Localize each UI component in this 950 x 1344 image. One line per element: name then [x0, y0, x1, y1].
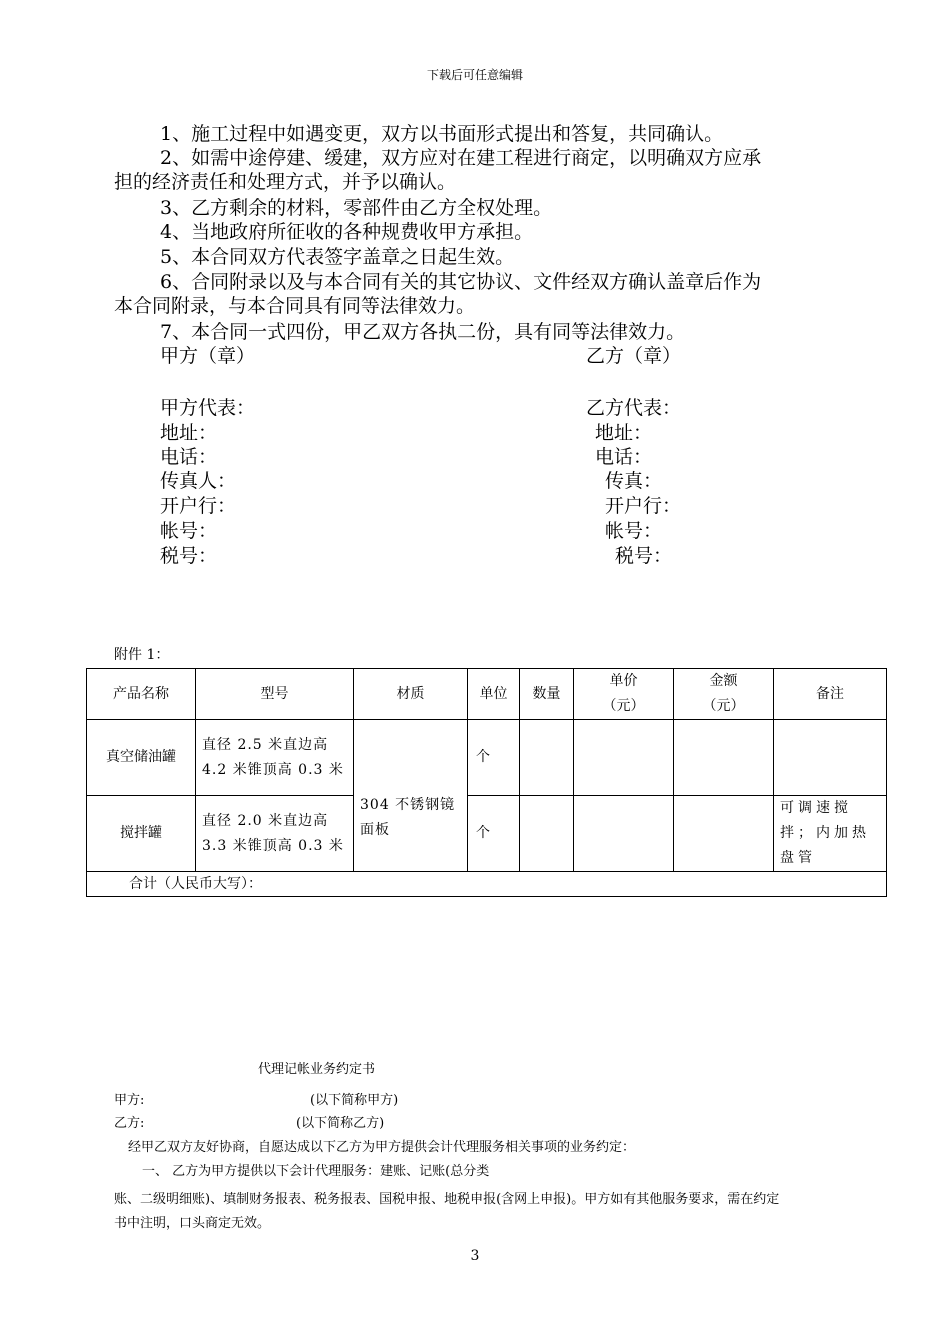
row-1-amount	[674, 720, 774, 796]
row-2-product-name: 搅拌罐	[87, 796, 196, 872]
agreement-party-a-label: 甲方:	[114, 1093, 145, 1108]
party-b-representative: 乙方代表：	[586, 397, 682, 419]
table-total-row	[87, 872, 887, 897]
attachment-label: 附件 1：	[114, 647, 170, 663]
clause-1: 1、施工过程中如遇变更，双方以书面形式提出和答复，共同确认。	[160, 123, 724, 145]
header-amount-line-2: （元）	[702, 698, 745, 714]
party-b-phone: 电话：	[595, 446, 653, 468]
agreement-party-a-note: (以下简称甲方)	[310, 1093, 399, 1108]
party-b-seal: 乙方（章）	[586, 345, 682, 367]
agreement-item-1-line-2: 账、二级明细账)、填制财务报表、税务报表、国税申报、地税申报(含网上申报)。甲方如有其他服务要求，需在约定	[114, 1192, 780, 1207]
header-unit-price	[574, 669, 674, 720]
header-quantity: 数量	[520, 669, 574, 720]
row-2-unit-price	[574, 796, 674, 872]
row-1-unit: 个	[468, 720, 520, 796]
header-material: 材质	[354, 669, 468, 720]
header-product-name: 产品名称	[87, 669, 196, 720]
page-header: 下载后可任意编辑	[426, 68, 523, 82]
header-unit-price-line-2: （元）	[602, 698, 645, 714]
header-unit: 单位	[468, 669, 520, 720]
party-a-seal: 甲方（章）	[160, 345, 256, 367]
agreement-item-1-line-3: 书中注明，口头商定无效。	[114, 1216, 271, 1231]
row-1-remark	[774, 720, 887, 796]
row-1-quantity	[520, 720, 574, 796]
agreement-title: 代理记帐业务约定书	[258, 1062, 376, 1077]
total-cell: 合计（人民币大写）：	[87, 872, 887, 897]
clause-6-line-1: 6、合同附录以及与本合同有关的其它协议、文件经双方确认盖章后作为	[160, 271, 762, 293]
party-b-tax-id: 税号：	[615, 545, 673, 567]
party-a-account: 帐号：	[160, 520, 218, 542]
clause-4: 4、当地政府所征收的各种规费收甲方承担。	[160, 221, 534, 243]
row-1-unit-price	[574, 720, 674, 796]
clause-2-line-2: 担的经济责任和处理方式，并予以确认。	[114, 171, 457, 193]
clause-3: 3、乙方剩余的材料，零部件由乙方全权处理。	[160, 197, 553, 219]
material-cell: 304 不锈钢镜面板	[354, 720, 468, 872]
agreement-party-b-note: (以下简称乙方)	[296, 1116, 385, 1131]
table-row	[87, 796, 887, 872]
row-2-model: 直径 2.0 米直边高 3.3 米锥顶高 0.3 米	[196, 796, 354, 872]
agreement-item-1-line-1: 一、 乙方为甲方提供以下会计代理服务：建账、记账(总分类	[142, 1164, 490, 1179]
party-a-representative: 甲方代表：	[160, 397, 256, 419]
party-a-address: 地址：	[160, 422, 218, 444]
attachment-table	[86, 668, 887, 897]
party-a-tax-id: 税号：	[160, 545, 218, 567]
row-1-product-name: 真空储油罐	[87, 720, 196, 796]
header-amount-line-1: 金额	[709, 673, 738, 689]
agreement-intro: 经甲乙双方友好协商，自愿达成以下乙方为甲方提供会计代理服务相关事项的业务约定：	[128, 1140, 636, 1155]
row-1-model: 直径 2.5 米直边高 4.2 米锥顶高 0.3 米	[196, 720, 354, 796]
clause-6-line-2: 本合同附录，与本合同具有同等法律效力。	[114, 295, 476, 317]
header-model: 型号	[196, 669, 354, 720]
row-2-amount	[674, 796, 774, 872]
party-a-phone: 电话：	[160, 446, 218, 468]
row-2-quantity	[520, 796, 574, 872]
table-header-row	[87, 669, 887, 720]
party-b-bank: 开户行：	[605, 495, 682, 517]
party-b-fax: 传真：	[605, 470, 663, 492]
page-number: 3	[470, 1248, 480, 1264]
clause-5: 5、本合同双方代表签字盖章之日起生效。	[160, 246, 515, 268]
clause-7: 7、本合同一式四份，甲乙双方各执二份，具有同等法律效力。	[160, 321, 686, 343]
header-remark: 备注	[774, 669, 887, 720]
table-row	[87, 720, 887, 796]
clause-2-line-1: 2、如需中途停建、缓建，双方应对在建工程进行商定，以明确双方应承	[160, 147, 762, 169]
row-2-remark: 可调速搅拌；内加热盘管	[774, 796, 887, 872]
party-b-account: 帐号：	[605, 520, 663, 542]
agreement-party-b-label: 乙方:	[114, 1116, 145, 1131]
party-b-address: 地址：	[595, 422, 653, 444]
party-a-bank: 开户行：	[160, 495, 237, 517]
party-a-fax: 传真人：	[160, 470, 237, 492]
header-amount	[674, 669, 774, 720]
header-unit-price-line-1: 单价	[609, 673, 638, 689]
row-2-unit: 个	[468, 796, 520, 872]
